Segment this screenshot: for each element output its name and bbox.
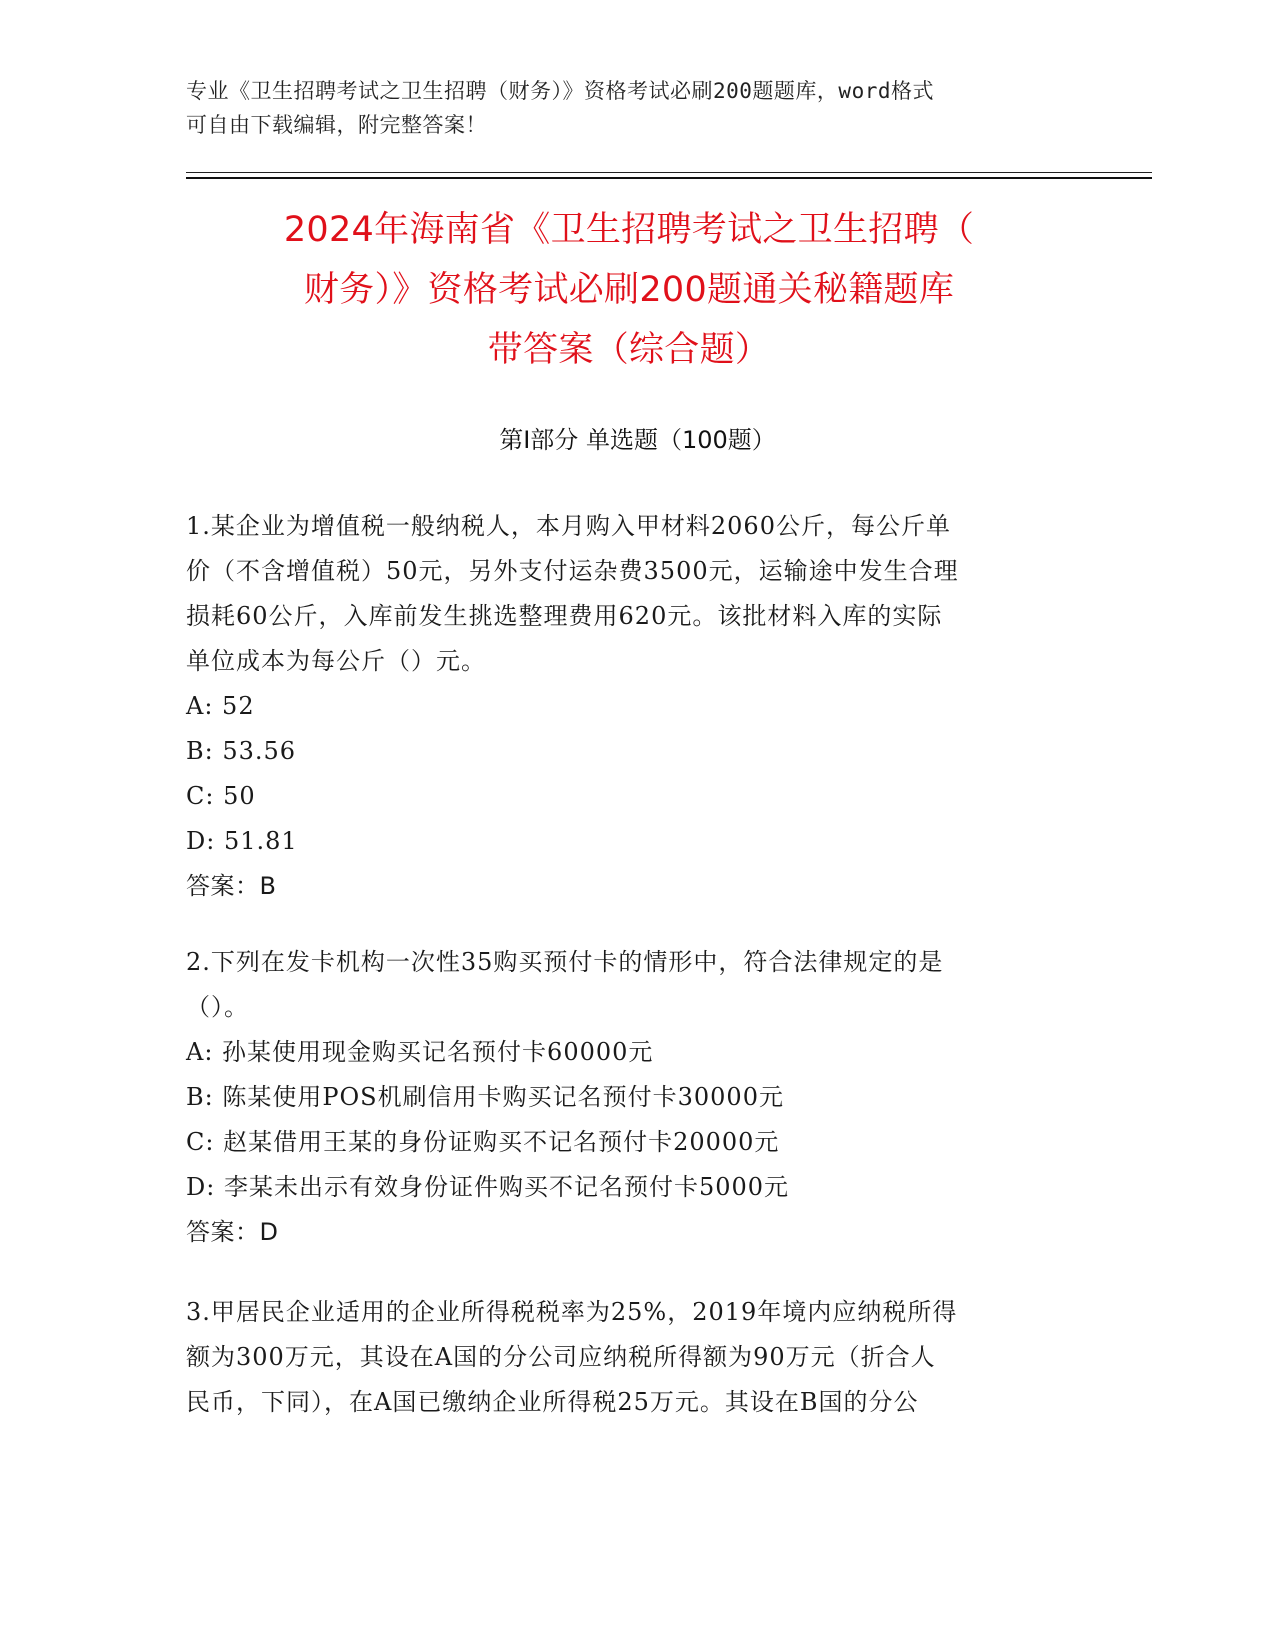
header-note-line: 可自由下载编辑，附完整答案！ — [186, 113, 487, 137]
option-a: A: 52 — [186, 692, 255, 720]
option-b: B: 53.56 — [186, 737, 297, 765]
option-d: D: 51.81 — [186, 827, 298, 855]
question-1 — [186, 504, 1066, 909]
option-c: C: 50 — [186, 782, 256, 810]
header-divider-thin — [186, 172, 1152, 173]
question-text-line: 单位成本为每公斤（）元。 — [186, 647, 486, 675]
question-text-line: 民币，下同），在A国已缴纳企业所得税25万元。其设在B国的分公 — [186, 1388, 919, 1416]
option-b: B: 陈某使用POS机刷信用卡购买记名预付卡30000元 — [186, 1083, 784, 1111]
option-c: C: 赵某借用王某的身份证购买不记名预付卡20000元 — [186, 1128, 780, 1156]
option-a: A: 孙某使用现金购买记名预付卡60000元 — [186, 1038, 654, 1066]
question-text-line: 额为300万元，其设在A国的分公司应纳税所得额为90万元（折合人 — [186, 1343, 936, 1371]
question-text-line: 1.某企业为增值税一般纳税人，本月购入甲材料2060公斤，每公斤单 — [186, 512, 951, 540]
document-title — [186, 200, 1072, 380]
header-divider-thick — [186, 177, 1152, 179]
header-note — [186, 74, 1086, 142]
question-text-line: 3.甲居民企业适用的企业所得税税率为25%，2019年境内应纳税所得 — [186, 1298, 958, 1326]
question-text-line: 损耗60公斤，入库前发生挑选整理费用620元。该批材料入库的实际 — [186, 602, 943, 630]
option-d: D: 李某未出示有效身份证件购买不记名预付卡5000元 — [186, 1173, 790, 1201]
title-line: 带答案（综合题） — [487, 330, 771, 370]
question-2 — [186, 940, 1066, 1255]
header-note-line: 专业《卫生招聘考试之卫生招聘（财务）》资格考试必刷200题题库，word格式 — [186, 79, 934, 103]
question-text-line: 2.下列在发卡机构一次性35购买预付卡的情形中，符合法律规定的是 — [186, 948, 944, 976]
answer-line: 答案：B — [186, 872, 277, 900]
question-text-line: （）。 — [186, 993, 249, 1021]
section-heading: 第Ⅰ部分 单选题（100题） — [499, 426, 776, 454]
question-3 — [186, 1290, 1066, 1425]
title-line: 财务）》资格考试必刷200题通关秘籍题库 — [303, 270, 955, 310]
answer-line: 答案：D — [186, 1218, 279, 1246]
title-line: 2024年海南省《卫生招聘考试之卫生招聘（ — [283, 210, 975, 250]
question-text-line: 价（不含增值税）50元，另外支付运杂费3500元，运输途中发生合理 — [186, 557, 959, 585]
